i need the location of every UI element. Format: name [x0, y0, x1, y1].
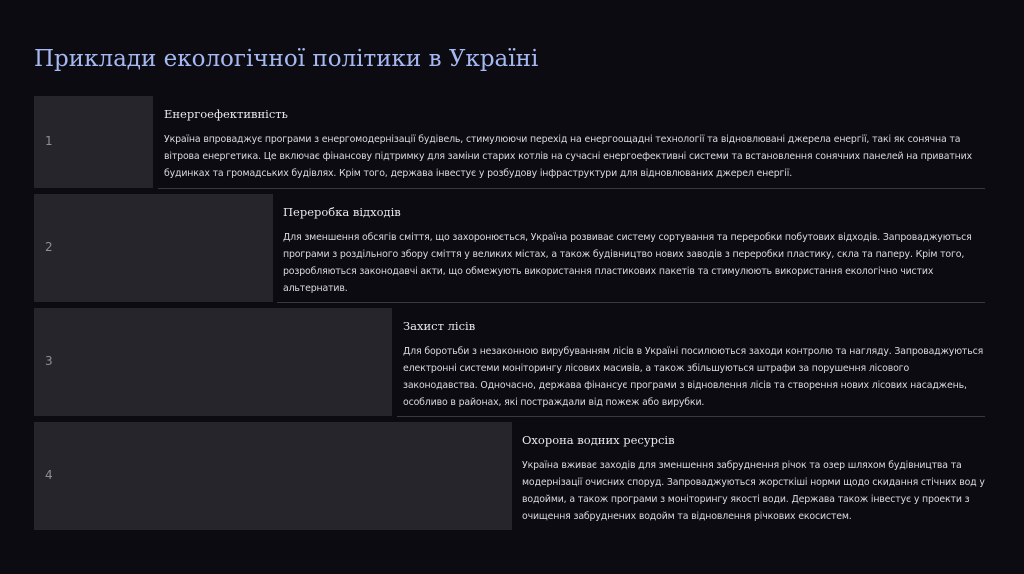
- step-number-1: 1: [45, 134, 53, 148]
- step-number-2: 2: [45, 240, 53, 254]
- step-number-4: 4: [45, 468, 53, 482]
- step-number-box-1: [34, 96, 153, 188]
- step-number-box-4: [34, 422, 512, 530]
- slide-title: Приклади екологічної політики в Україні: [34, 46, 539, 72]
- step-content-2: [277, 204, 985, 303]
- step-heading-1: Енергоефективність: [164, 107, 288, 121]
- step-text-3: Для боротьби з незаконною вирубуванням лісів в Україні посилюються заходи контролю та нагляду. Запроваджуються електронні системи моніторингу лісових масивів, а також збільшуються штрафи за порушення лісового законодавства. Одночасно, держава фінансує програми з відновлення лісів та створення нових лісових насаджень, особливо в районах, які постраждали від пожеж або вирубки.: [403, 346, 984, 408]
- step-text-4: Україна вживає заходів для зменшення забруднення річок та озер шляхом будівництва та модернізації очисних споруд. Запроваджуються жорсткіші норми щодо скидання стічних вод у водойми, а також програми з моніторингу якості води. Держава також інвестує у проекти з очищення забруднених водойм та відновлення річкових екосистем.: [522, 460, 985, 522]
- step-heading-3: Захист лісів: [403, 319, 476, 333]
- step-number-box-3: [34, 308, 392, 416]
- step-text-1: Україна впроваджує програми з енергомодернізації будівель, стимулюючи перехід на енергоощадні технології та відновлювані джерела енергії, такі як сонячна та вітрова енергетика. Це включає фінансову підтримку для заміни старих котлів на сучасні енергоефективні системи та встановлення сонячних панелей на приватних будинках та громадських будівлях. Крім того, держава інвестує у розбудову інфраструктури для відновлюваних джерел енергії.: [164, 134, 972, 179]
- step-text-2: Для зменшення обсягів сміття, що захоронюється, Україна розвиває систему сортування та переробки побутових відходів. Запроваджуються програми з роздільного збору сміття у великих містах, а також будівництво нових заводів з переробки пластику, скла та паперу. Крім того, розробляються законодавчі акти, що обмежують використання пластикових пакетів та стимулюють використання екологічно чистих альтернатив.: [283, 232, 972, 294]
- step-content-1: [158, 106, 985, 189]
- step-content-4: [516, 432, 985, 530]
- step-content-3: [397, 318, 985, 417]
- step-number-box-2: [34, 194, 273, 302]
- step-heading-4: Охорона водних ресурсів: [522, 433, 675, 447]
- step-number-3: 3: [45, 354, 53, 368]
- step-heading-2: Переробка відходів: [283, 205, 401, 219]
